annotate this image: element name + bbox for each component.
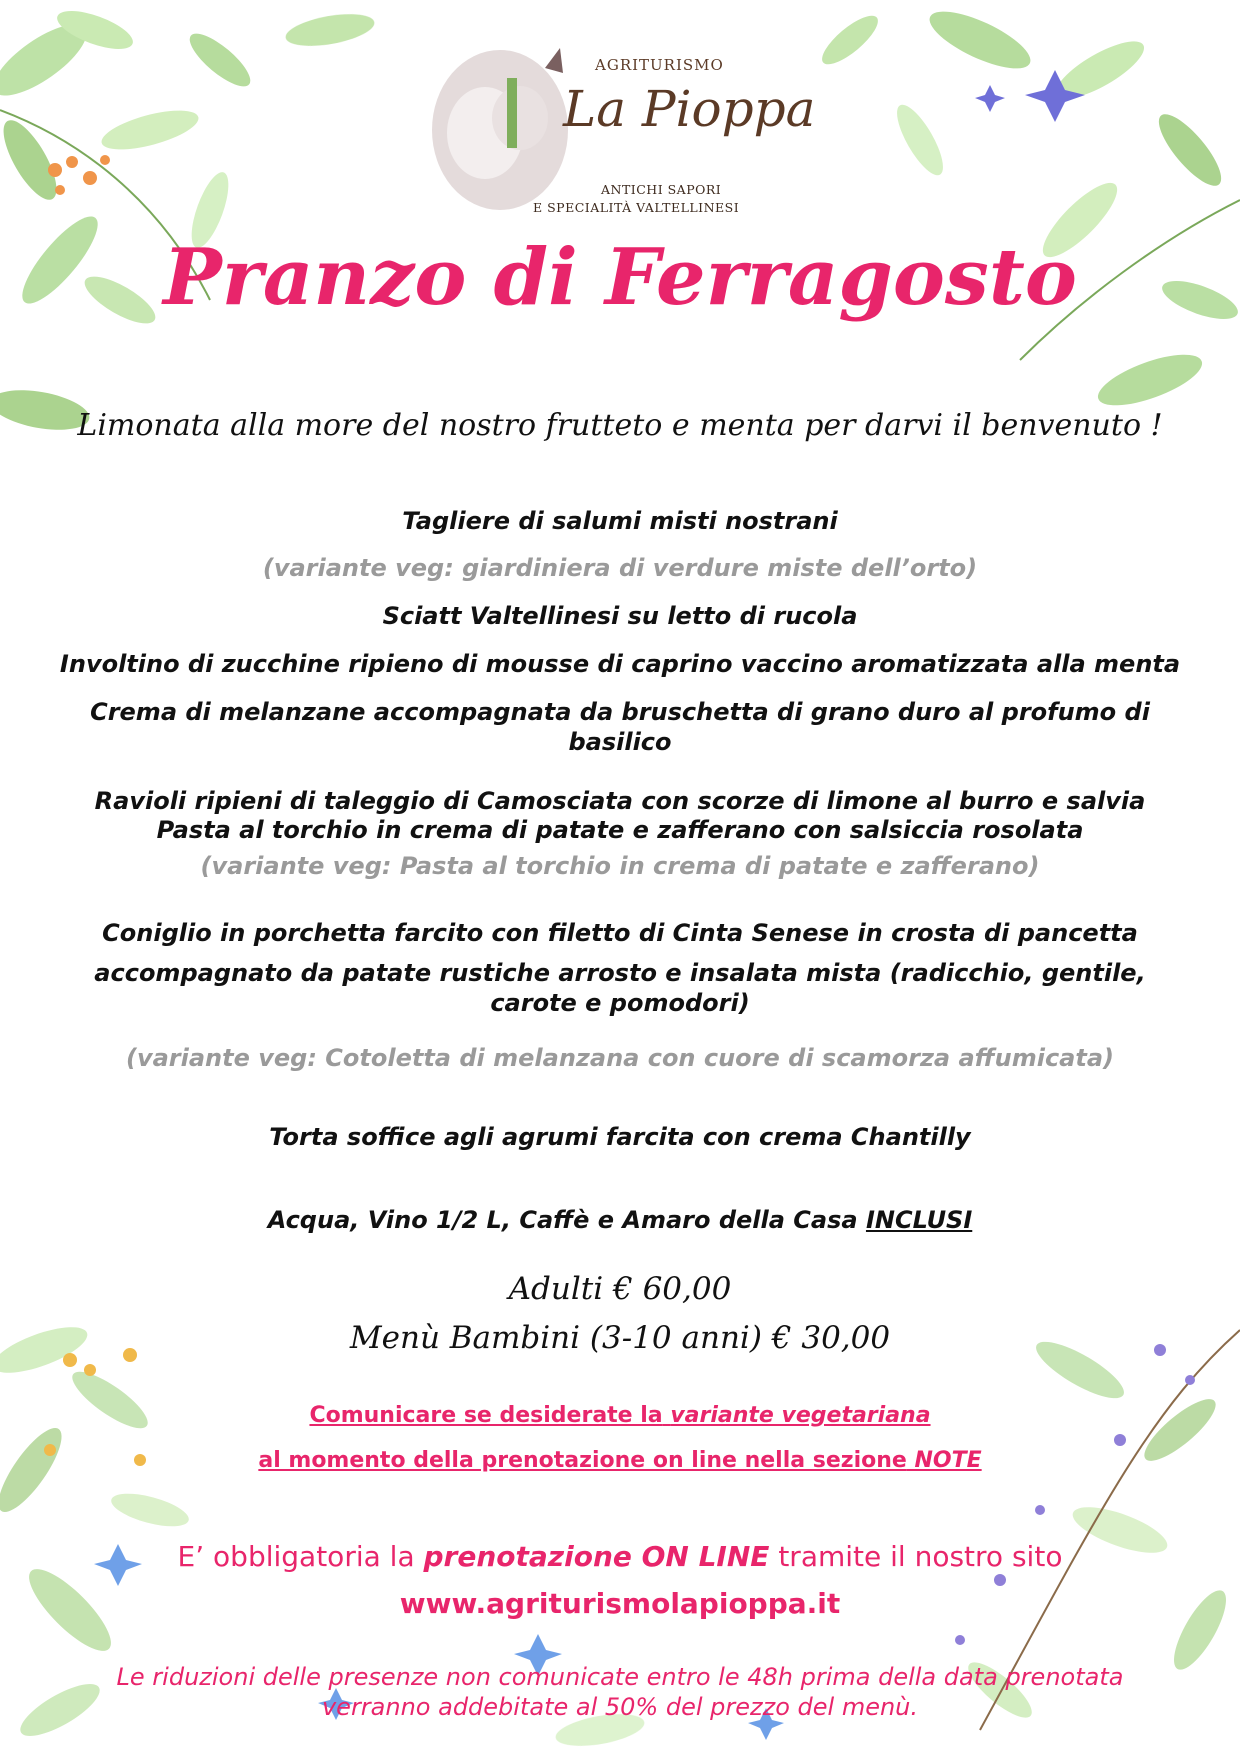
- menu-item: Ravioli ripieni di taleggio di Camosciata con scorze di limone al burro e salvia: [94, 787, 1146, 815]
- welcome-drink: Limonata alla more del nostro frutteto e menta per darvi il benvenuto !: [77, 408, 1163, 443]
- logo-subtitle-line2: E SPECIALITÀ VALTELLINESI: [533, 200, 740, 215]
- booking-prefix: E’ obbligatoria la: [177, 1540, 415, 1573]
- logo-subtitle-line1: ANTICHI SAPORI: [601, 182, 722, 197]
- price-adults: Adulti € 60,00: [508, 1271, 732, 1307]
- logo-name: La Pioppa: [563, 80, 816, 138]
- menu-item: Sciatt Valtellinesi su letto di rucola: [382, 602, 858, 630]
- veg-notice-emphasis: NOTE: [914, 1448, 982, 1473]
- booking-emphasis: prenotazione ON LINE: [423, 1540, 770, 1573]
- booking-requirement: [0, 1540, 1240, 1573]
- price-children: Menù Bambini (3-10 anni) € 30,00: [349, 1320, 891, 1356]
- farm-illustration-icon: [425, 38, 575, 213]
- menu-item: Crema di melanzane accompagnata da bruschetta di grano duro al profumo di basilico: [90, 698, 1150, 756]
- website-link[interactable]: www.agriturismolapioppa.it: [399, 1587, 841, 1620]
- menu-item: accompagnato da patate rustiche arrosto e insalata mista (radicchio, gentile, carote e pomodori): [94, 959, 1146, 1017]
- veg-notice-line1: [0, 1403, 1240, 1428]
- menu-item: Tagliere di salumi misti nostrani: [402, 507, 838, 535]
- drinks-included-label: INCLUSI: [865, 1206, 973, 1234]
- veg-notice-text: al momento della prenotazione on line nella sezione: [258, 1448, 907, 1473]
- veg-notice-line2: [0, 1448, 1240, 1473]
- veg-notice-emphasis: variante vegetariana: [670, 1403, 931, 1428]
- menu-item: Pasta al torchio in crema di patate e zafferano con salsiccia rosolata: [156, 816, 1084, 844]
- drinks-included: [40, 1205, 1200, 1235]
- veg-variant: (variante veg: Cotoletta di melanzana con cuore di scamorza affumicata): [125, 1044, 1115, 1072]
- veg-notice-text: Comunicare se desiderate la: [309, 1403, 663, 1428]
- booking-suffix: tramite il nostro sito: [778, 1540, 1063, 1573]
- logo-agriturismo-label: AGRITURISMO: [595, 56, 724, 74]
- dessert-item: Torta soffice agli agrumi farcita con crema Chantilly: [269, 1123, 971, 1151]
- menu-item: Involtino di zucchine ripieno di mousse di caprino vaccino aromatizzata alla menta: [59, 650, 1181, 678]
- cancellation-policy-line2: verranno addebitate al 50% del prezzo del menù.: [321, 1693, 919, 1721]
- menu-item: Coniglio in porchetta farcito con filetto di Cinta Senese in crosta di pancetta: [102, 919, 1138, 947]
- veg-variant: (variante veg: Pasta al torchio in crema di patate e zafferano): [200, 852, 1040, 880]
- veg-variant: (variante veg: giardiniera di verdure miste dell’orto): [262, 554, 978, 582]
- page-title: Pranzo di Ferragosto: [163, 232, 1077, 323]
- agriturismo-logo: [425, 38, 816, 223]
- cancellation-policy-line1: Le riduzioni delle presenze non comunicate entro le 48h prima della data prenotata: [116, 1663, 1124, 1691]
- drinks-text: Acqua, Vino 1/2 L, Caffè e Amaro della Casa: [267, 1206, 858, 1234]
